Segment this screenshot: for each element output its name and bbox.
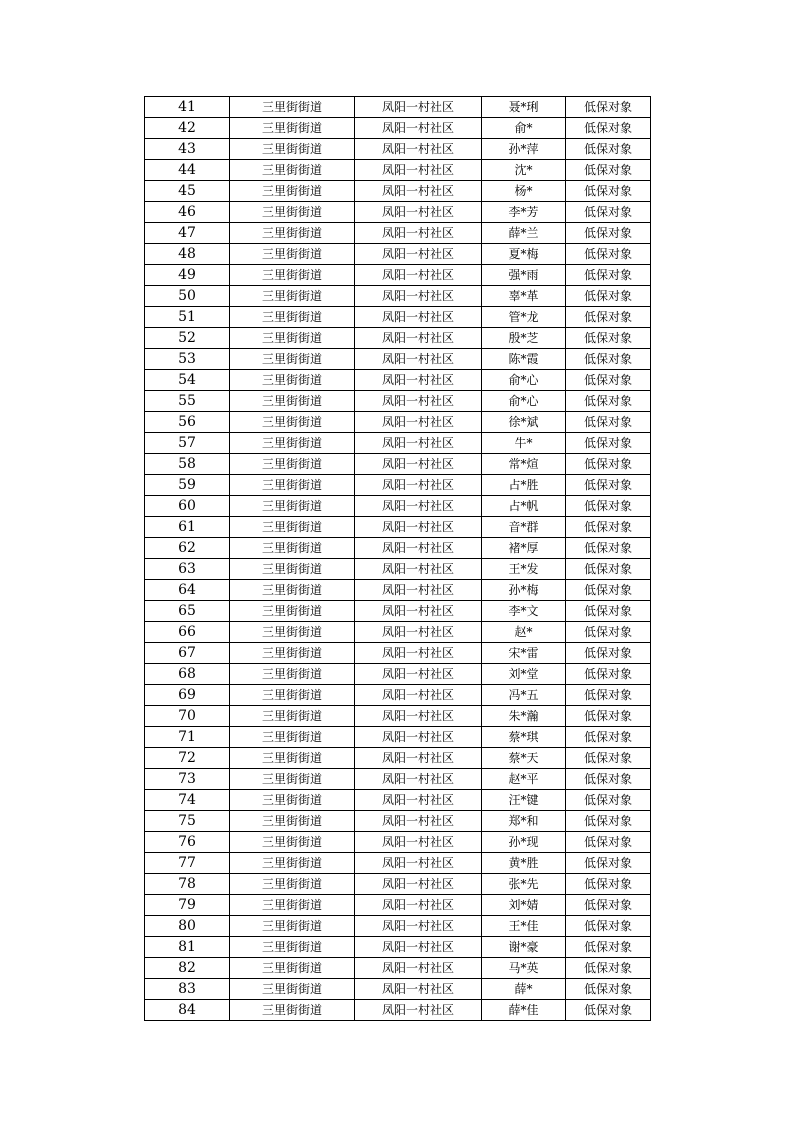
category-cell: 低保对象 — [566, 349, 651, 370]
subdistrict-cell: 三里街街道 — [230, 811, 355, 832]
subdistrict-cell: 三里街街道 — [230, 223, 355, 244]
table-row — [145, 580, 651, 601]
row-number: 57 — [145, 433, 230, 454]
name-cell: 赵*平 — [482, 769, 566, 790]
category-cell: 低保对象 — [566, 853, 651, 874]
community-cell: 凤阳一村社区 — [355, 517, 482, 538]
community-cell: 凤阳一村社区 — [355, 706, 482, 727]
row-number: 84 — [145, 1000, 230, 1021]
row-number: 69 — [145, 685, 230, 706]
category-cell: 低保对象 — [566, 643, 651, 664]
row-number: 79 — [145, 895, 230, 916]
row-number: 43 — [145, 139, 230, 160]
name-cell: 孙*梅 — [482, 580, 566, 601]
category-cell: 低保对象 — [566, 370, 651, 391]
category-cell: 低保对象 — [566, 328, 651, 349]
table-row — [145, 223, 651, 244]
row-number: 64 — [145, 580, 230, 601]
row-number: 50 — [145, 286, 230, 307]
subdistrict-cell: 三里街街道 — [230, 1000, 355, 1021]
category-cell: 低保对象 — [566, 874, 651, 895]
table-row — [145, 811, 651, 832]
row-number: 58 — [145, 454, 230, 475]
table-row — [145, 538, 651, 559]
subdistrict-cell: 三里街街道 — [230, 328, 355, 349]
table-row — [145, 244, 651, 265]
name-cell: 管*龙 — [482, 307, 566, 328]
row-number: 44 — [145, 160, 230, 181]
community-cell: 凤阳一村社区 — [355, 580, 482, 601]
category-cell: 低保对象 — [566, 769, 651, 790]
subdistrict-cell: 三里街街道 — [230, 181, 355, 202]
category-cell: 低保对象 — [566, 433, 651, 454]
table-row — [145, 118, 651, 139]
row-number: 55 — [145, 391, 230, 412]
row-number: 51 — [145, 307, 230, 328]
row-number: 75 — [145, 811, 230, 832]
community-cell: 凤阳一村社区 — [355, 811, 482, 832]
subdistrict-cell: 三里街街道 — [230, 475, 355, 496]
community-cell: 凤阳一村社区 — [355, 139, 482, 160]
row-number: 71 — [145, 727, 230, 748]
category-cell: 低保对象 — [566, 517, 651, 538]
community-cell: 凤阳一村社区 — [355, 370, 482, 391]
name-cell: 冯*五 — [482, 685, 566, 706]
row-number: 47 — [145, 223, 230, 244]
row-number: 77 — [145, 853, 230, 874]
category-cell: 低保对象 — [566, 412, 651, 433]
row-number: 54 — [145, 370, 230, 391]
subdistrict-cell: 三里街街道 — [230, 496, 355, 517]
subdistrict-cell: 三里街街道 — [230, 769, 355, 790]
name-cell: 音*群 — [482, 517, 566, 538]
name-cell: 俞* — [482, 118, 566, 139]
subdistrict-cell: 三里街街道 — [230, 433, 355, 454]
row-number: 80 — [145, 916, 230, 937]
name-cell: 占*帆 — [482, 496, 566, 517]
row-number: 70 — [145, 706, 230, 727]
table-row — [145, 895, 651, 916]
subdistrict-cell: 三里街街道 — [230, 748, 355, 769]
name-cell: 蔡*天 — [482, 748, 566, 769]
table-row — [145, 559, 651, 580]
table-row — [145, 622, 651, 643]
category-cell: 低保对象 — [566, 580, 651, 601]
category-cell: 低保对象 — [566, 475, 651, 496]
name-cell: 徐*斌 — [482, 412, 566, 433]
subdistrict-cell: 三里街街道 — [230, 895, 355, 916]
subdistrict-cell: 三里街街道 — [230, 517, 355, 538]
row-number: 56 — [145, 412, 230, 433]
community-cell: 凤阳一村社区 — [355, 1000, 482, 1021]
row-number: 66 — [145, 622, 230, 643]
row-number: 65 — [145, 601, 230, 622]
table-row — [145, 748, 651, 769]
row-number: 81 — [145, 937, 230, 958]
community-cell: 凤阳一村社区 — [355, 769, 482, 790]
name-cell: 辜*革 — [482, 286, 566, 307]
subdistrict-cell: 三里街街道 — [230, 622, 355, 643]
row-number: 46 — [145, 202, 230, 223]
table-row — [145, 916, 651, 937]
name-cell: 张*先 — [482, 874, 566, 895]
beneficiary-table — [144, 96, 651, 1021]
community-cell: 凤阳一村社区 — [355, 97, 482, 118]
table-row — [145, 664, 651, 685]
subdistrict-cell: 三里街街道 — [230, 979, 355, 1000]
category-cell: 低保对象 — [566, 748, 651, 769]
table-row — [145, 496, 651, 517]
row-number: 76 — [145, 832, 230, 853]
name-cell: 刘*婧 — [482, 895, 566, 916]
row-number: 41 — [145, 97, 230, 118]
subdistrict-cell: 三里街街道 — [230, 580, 355, 601]
subdistrict-cell: 三里街街道 — [230, 790, 355, 811]
subdistrict-cell: 三里街街道 — [230, 601, 355, 622]
table-row — [145, 979, 651, 1000]
community-cell: 凤阳一村社区 — [355, 265, 482, 286]
category-cell: 低保对象 — [566, 538, 651, 559]
category-cell: 低保对象 — [566, 937, 651, 958]
community-cell: 凤阳一村社区 — [355, 643, 482, 664]
row-number: 52 — [145, 328, 230, 349]
table-row — [145, 769, 651, 790]
table-row — [145, 874, 651, 895]
community-cell: 凤阳一村社区 — [355, 496, 482, 517]
name-cell: 杨* — [482, 181, 566, 202]
category-cell: 低保对象 — [566, 832, 651, 853]
subdistrict-cell: 三里街街道 — [230, 391, 355, 412]
subdistrict-cell: 三里街街道 — [230, 874, 355, 895]
community-cell: 凤阳一村社区 — [355, 874, 482, 895]
community-cell: 凤阳一村社区 — [355, 181, 482, 202]
subdistrict-cell: 三里街街道 — [230, 412, 355, 433]
row-number: 83 — [145, 979, 230, 1000]
table-row — [145, 265, 651, 286]
subdistrict-cell: 三里街街道 — [230, 832, 355, 853]
subdistrict-cell: 三里街街道 — [230, 244, 355, 265]
row-number: 61 — [145, 517, 230, 538]
community-cell: 凤阳一村社区 — [355, 979, 482, 1000]
subdistrict-cell: 三里街街道 — [230, 139, 355, 160]
subdistrict-cell: 三里街街道 — [230, 349, 355, 370]
name-cell: 孙*现 — [482, 832, 566, 853]
name-cell: 郑*和 — [482, 811, 566, 832]
table-row — [145, 139, 651, 160]
category-cell: 低保对象 — [566, 139, 651, 160]
row-number: 48 — [145, 244, 230, 265]
table-row — [145, 328, 651, 349]
row-number: 62 — [145, 538, 230, 559]
community-cell: 凤阳一村社区 — [355, 412, 482, 433]
table-row — [145, 454, 651, 475]
row-number: 68 — [145, 664, 230, 685]
name-cell: 俞*心 — [482, 391, 566, 412]
community-cell: 凤阳一村社区 — [355, 160, 482, 181]
community-cell: 凤阳一村社区 — [355, 958, 482, 979]
category-cell: 低保对象 — [566, 811, 651, 832]
community-cell: 凤阳一村社区 — [355, 475, 482, 496]
table-row — [145, 391, 651, 412]
row-number: 60 — [145, 496, 230, 517]
table-row — [145, 370, 651, 391]
name-cell: 李*芳 — [482, 202, 566, 223]
category-cell: 低保对象 — [566, 97, 651, 118]
table-row — [145, 685, 651, 706]
subdistrict-cell: 三里街街道 — [230, 706, 355, 727]
community-cell: 凤阳一村社区 — [355, 664, 482, 685]
community-cell: 凤阳一村社区 — [355, 622, 482, 643]
name-cell: 聂*琍 — [482, 97, 566, 118]
subdistrict-cell: 三里街街道 — [230, 118, 355, 139]
table-row — [145, 202, 651, 223]
community-cell: 凤阳一村社区 — [355, 538, 482, 559]
subdistrict-cell: 三里街街道 — [230, 286, 355, 307]
category-cell: 低保对象 — [566, 685, 651, 706]
community-cell: 凤阳一村社区 — [355, 391, 482, 412]
table-row — [145, 349, 651, 370]
subdistrict-cell: 三里街街道 — [230, 454, 355, 475]
name-cell: 马*英 — [482, 958, 566, 979]
name-cell: 俞*心 — [482, 370, 566, 391]
row-number: 42 — [145, 118, 230, 139]
row-number: 72 — [145, 748, 230, 769]
community-cell: 凤阳一村社区 — [355, 853, 482, 874]
subdistrict-cell: 三里街街道 — [230, 727, 355, 748]
category-cell: 低保对象 — [566, 307, 651, 328]
category-cell: 低保对象 — [566, 622, 651, 643]
category-cell: 低保对象 — [566, 265, 651, 286]
name-cell: 朱*瀚 — [482, 706, 566, 727]
table-row — [145, 958, 651, 979]
name-cell: 殷*芝 — [482, 328, 566, 349]
category-cell: 低保对象 — [566, 790, 651, 811]
name-cell: 宋*雷 — [482, 643, 566, 664]
name-cell: 王*发 — [482, 559, 566, 580]
name-cell: 蔡*琪 — [482, 727, 566, 748]
row-number: 73 — [145, 769, 230, 790]
subdistrict-cell: 三里街街道 — [230, 160, 355, 181]
community-cell: 凤阳一村社区 — [355, 118, 482, 139]
table-row — [145, 727, 651, 748]
table-row — [145, 706, 651, 727]
table-row — [145, 433, 651, 454]
subdistrict-cell: 三里街街道 — [230, 307, 355, 328]
table-row — [145, 307, 651, 328]
community-cell: 凤阳一村社区 — [355, 727, 482, 748]
category-cell: 低保对象 — [566, 202, 651, 223]
community-cell: 凤阳一村社区 — [355, 601, 482, 622]
category-cell: 低保对象 — [566, 958, 651, 979]
community-cell: 凤阳一村社区 — [355, 223, 482, 244]
category-cell: 低保对象 — [566, 916, 651, 937]
community-cell: 凤阳一村社区 — [355, 307, 482, 328]
name-cell: 李*文 — [482, 601, 566, 622]
subdistrict-cell: 三里街街道 — [230, 685, 355, 706]
row-number: 49 — [145, 265, 230, 286]
table-row — [145, 517, 651, 538]
table-row — [145, 412, 651, 433]
category-cell: 低保对象 — [566, 160, 651, 181]
subdistrict-cell: 三里街街道 — [230, 916, 355, 937]
category-cell: 低保对象 — [566, 286, 651, 307]
category-cell: 低保对象 — [566, 727, 651, 748]
subdistrict-cell: 三里街街道 — [230, 853, 355, 874]
name-cell: 陈*霞 — [482, 349, 566, 370]
name-cell: 常*煊 — [482, 454, 566, 475]
community-cell: 凤阳一村社区 — [355, 685, 482, 706]
subdistrict-cell: 三里街街道 — [230, 265, 355, 286]
category-cell: 低保对象 — [566, 181, 651, 202]
category-cell: 低保对象 — [566, 979, 651, 1000]
table-row — [145, 475, 651, 496]
category-cell: 低保对象 — [566, 1000, 651, 1021]
category-cell: 低保对象 — [566, 601, 651, 622]
community-cell: 凤阳一村社区 — [355, 454, 482, 475]
subdistrict-cell: 三里街街道 — [230, 370, 355, 391]
category-cell: 低保对象 — [566, 391, 651, 412]
table-row — [145, 160, 651, 181]
category-cell: 低保对象 — [566, 895, 651, 916]
community-cell: 凤阳一村社区 — [355, 748, 482, 769]
subdistrict-cell: 三里街街道 — [230, 664, 355, 685]
name-cell: 王*佳 — [482, 916, 566, 937]
community-cell: 凤阳一村社区 — [355, 328, 482, 349]
name-cell: 强*雨 — [482, 265, 566, 286]
name-cell: 牛* — [482, 433, 566, 454]
table-row — [145, 1000, 651, 1021]
table-row — [145, 643, 651, 664]
subdistrict-cell: 三里街街道 — [230, 538, 355, 559]
name-cell: 黄*胜 — [482, 853, 566, 874]
table-row — [145, 790, 651, 811]
table-row — [145, 286, 651, 307]
row-number: 74 — [145, 790, 230, 811]
table-row — [145, 181, 651, 202]
community-cell: 凤阳一村社区 — [355, 559, 482, 580]
row-number: 59 — [145, 475, 230, 496]
table-body — [145, 97, 651, 1021]
community-cell: 凤阳一村社区 — [355, 916, 482, 937]
name-cell: 沈* — [482, 160, 566, 181]
table-row — [145, 832, 651, 853]
community-cell: 凤阳一村社区 — [355, 790, 482, 811]
category-cell: 低保对象 — [566, 496, 651, 517]
subdistrict-cell: 三里街街道 — [230, 958, 355, 979]
name-cell: 褚*厚 — [482, 538, 566, 559]
category-cell: 低保对象 — [566, 664, 651, 685]
table-row — [145, 601, 651, 622]
category-cell: 低保对象 — [566, 559, 651, 580]
community-cell: 凤阳一村社区 — [355, 244, 482, 265]
name-cell: 刘*堂 — [482, 664, 566, 685]
community-cell: 凤阳一村社区 — [355, 286, 482, 307]
community-cell: 凤阳一村社区 — [355, 895, 482, 916]
row-number: 78 — [145, 874, 230, 895]
name-cell: 夏*梅 — [482, 244, 566, 265]
category-cell: 低保对象 — [566, 118, 651, 139]
name-cell: 汪*键 — [482, 790, 566, 811]
row-number: 53 — [145, 349, 230, 370]
name-cell: 赵* — [482, 622, 566, 643]
row-number: 63 — [145, 559, 230, 580]
row-number: 45 — [145, 181, 230, 202]
name-cell: 薛*佳 — [482, 1000, 566, 1021]
table-row — [145, 853, 651, 874]
category-cell: 低保对象 — [566, 706, 651, 727]
category-cell: 低保对象 — [566, 244, 651, 265]
subdistrict-cell: 三里街街道 — [230, 202, 355, 223]
community-cell: 凤阳一村社区 — [355, 832, 482, 853]
subdistrict-cell: 三里街街道 — [230, 559, 355, 580]
community-cell: 凤阳一村社区 — [355, 433, 482, 454]
subdistrict-cell: 三里街街道 — [230, 937, 355, 958]
subdistrict-cell: 三里街街道 — [230, 97, 355, 118]
category-cell: 低保对象 — [566, 454, 651, 475]
name-cell: 薛* — [482, 979, 566, 1000]
table-row — [145, 937, 651, 958]
name-cell: 薛*兰 — [482, 223, 566, 244]
table-row — [145, 97, 651, 118]
name-cell: 占*胜 — [482, 475, 566, 496]
community-cell: 凤阳一村社区 — [355, 202, 482, 223]
community-cell: 凤阳一村社区 — [355, 937, 482, 958]
community-cell: 凤阳一村社区 — [355, 349, 482, 370]
subdistrict-cell: 三里街街道 — [230, 643, 355, 664]
name-cell: 孙*萍 — [482, 139, 566, 160]
row-number: 67 — [145, 643, 230, 664]
name-cell: 谢*豪 — [482, 937, 566, 958]
row-number: 82 — [145, 958, 230, 979]
category-cell: 低保对象 — [566, 223, 651, 244]
